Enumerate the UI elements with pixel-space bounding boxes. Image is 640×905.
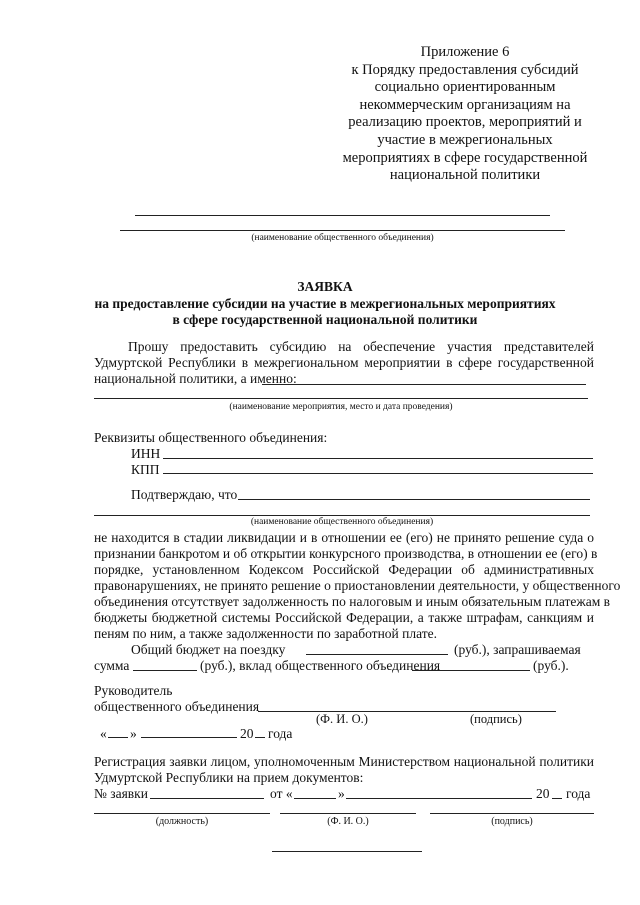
closing-divider [272, 851, 422, 852]
head-fio-caption: (Ф. И. О.) [316, 712, 368, 726]
confirm-text-line: порядке, установленном Кодексом Российской Федерации об административных [94, 562, 594, 577]
org-name-caption: (наименование общественного объединения) [251, 233, 434, 243]
document-title [60, 279, 590, 329]
registration-date-close: » [338, 786, 345, 801]
application-number-label: № заявки [94, 786, 148, 801]
request-line-3: национальной политики, а именно: [94, 371, 297, 386]
confirm-text-line: не находится в стадии ликвидации и в отношении ее (его) не принято решение суда о [94, 530, 594, 545]
confirm-text-line: правонарушениях, не принято решение о приостановлении деятельности, у общественного [94, 578, 621, 593]
registration-line-1: Регистрация заявки лицом, уполномоченным Министерством национальной политики [94, 754, 594, 769]
request-line-1: Прошу предоставить субсидию на обеспечение участия представителей [128, 339, 594, 354]
request-line-2: Удмуртской Республики в межрегиональном мероприятии в сфере государственной [94, 355, 594, 370]
appendix-line: национальной политики [389, 167, 541, 184]
title-sub-2: в сфере государственной национальной политики [172, 312, 478, 327]
registration-year-field[interactable] [552, 798, 562, 799]
appendix-header [330, 44, 600, 185]
inn-label: ИНН [131, 446, 161, 461]
confirm-text-line: пеням по ним, а также задолженности по заработной плате. [94, 626, 438, 641]
contribution-field[interactable] [412, 670, 530, 671]
registration-line-2: Удмуртской Республики на прием документов: [94, 770, 364, 785]
registration-date-open: от « [270, 786, 293, 801]
registrar-fio-caption: (Ф. И. О.) [327, 816, 369, 827]
registrar-sign-caption: (подпись) [491, 816, 533, 827]
budget-requested-label: (руб.), запрашиваемая [454, 642, 581, 657]
contribution-unit: (руб.). [533, 658, 569, 673]
requisites-label: Реквизиты общественного объединения: [94, 430, 328, 445]
org-name-field-line-1[interactable] [135, 215, 550, 216]
confirm-caption: (наименование общественного объединения) [250, 517, 434, 527]
registrar-fio-field[interactable] [280, 813, 416, 814]
confirm-org-field-2[interactable] [94, 515, 590, 516]
application-number-field[interactable] [150, 798, 264, 799]
budget-total-field[interactable] [306, 654, 448, 655]
event-field-line-1[interactable] [262, 384, 586, 385]
title-main: ЗАЯВКА [297, 279, 353, 294]
appendix-line: социально ориентированным [374, 79, 556, 96]
head-date-day-field[interactable] [108, 737, 128, 738]
appendix-line: к Порядку предоставления субсидий [351, 61, 579, 78]
head-sign-caption: (подпись) [470, 712, 522, 726]
registrar-position-field[interactable] [94, 813, 270, 814]
registration-day-field[interactable] [294, 798, 336, 799]
appendix-line: участие в межрегиональных [377, 131, 553, 148]
appendix-line: реализацию проектов, мероприятий и [348, 114, 582, 131]
budget-total-label: Общий бюджет на поездку [131, 642, 286, 657]
head-year-suffix: года [268, 726, 293, 741]
appendix-line: некоммерческим организациям на [359, 96, 571, 113]
registration-year-suffix: года [566, 786, 591, 801]
org-name-field-line-2[interactable] [120, 230, 565, 231]
requested-sum-label: сумма [94, 658, 130, 673]
registrar-position-caption: (должность) [155, 816, 209, 827]
appendix-line: Приложение 6 [420, 44, 510, 60]
head-year-field[interactable] [255, 737, 265, 738]
head-label-1: Руководитель [94, 683, 173, 698]
head-date-month-field[interactable] [141, 737, 237, 738]
kpp-label: КПП [131, 462, 160, 477]
contribution-label: (руб.), вклад общественного объединения [200, 658, 441, 673]
confirm-label: Подтверждаю, что [131, 487, 238, 502]
head-label-2: общественного объединения [94, 699, 260, 714]
kpp-field[interactable] [163, 473, 593, 474]
confirm-text-line: объединения отсутствует задолженность по налоговым и иным обязательным платежам в [94, 594, 611, 609]
event-caption: (наименование мероприятия, место и дата проведения) [229, 402, 453, 412]
requested-sum-field[interactable] [133, 670, 197, 671]
inn-field[interactable] [163, 458, 593, 459]
confirm-text-line: признании банкротом и об открытии конкурсного производства, в отношении ее (его) в [94, 546, 598, 561]
head-date-close: » [130, 726, 137, 741]
head-date-open: « [100, 726, 107, 741]
confirm-text-line: бюджеты бюджетной системы Российской Федерации, а также штрафам, санкциям и [94, 610, 594, 625]
appendix-line: мероприятиях в сфере государственной [342, 149, 588, 166]
registrar-sign-field[interactable] [430, 813, 594, 814]
event-field-line-2[interactable] [94, 398, 588, 399]
registration-year-prefix: 20 [536, 786, 550, 801]
head-year-prefix: 20 [240, 726, 254, 741]
confirm-org-field-1[interactable] [238, 499, 590, 500]
registration-month-field[interactable] [346, 798, 532, 799]
title-sub-1: на предоставление субсидии на участие в межрегиональных мероприятиях [94, 295, 556, 311]
